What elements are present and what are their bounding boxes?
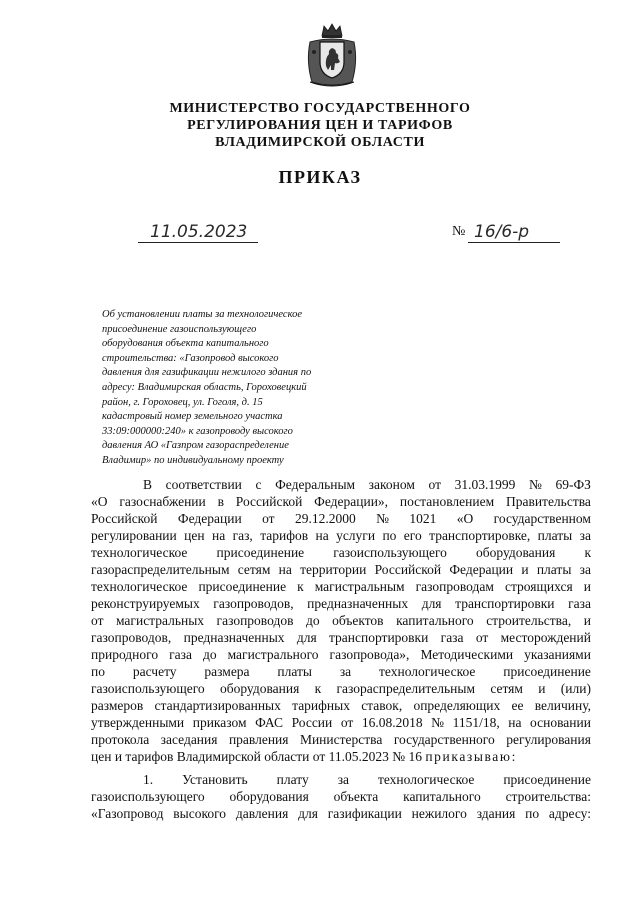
number-handwritten: 16/6-р [474,222,530,242]
word: за [337,772,350,787]
word: с [255,477,262,492]
word: величину, [534,698,591,713]
word: расчету [132,664,177,679]
word: технологическое [91,545,188,560]
word: Российской [235,494,303,509]
word: сетям [490,681,523,696]
body-line [91,714,591,731]
word: Министерства [299,732,383,747]
body-line [91,595,591,612]
body-line [91,646,591,663]
word: № [528,477,542,492]
word: газоиспользующего [91,789,205,804]
word: размеров [91,698,144,713]
word: газа [440,630,464,645]
subject-line: давления АО «Газпром газораспределение [102,440,289,452]
word: природного [91,647,159,662]
body-text: : [511,749,516,764]
word: платы [536,562,572,577]
word: указаниями [524,647,591,662]
body-line [91,510,591,527]
word: от [475,630,489,645]
word: по [382,528,397,543]
word: строящихся [504,579,573,594]
word: на [211,528,226,543]
date-underline [138,242,258,243]
word: соответствии [165,477,242,492]
word: «О [91,494,108,509]
body-line [91,663,591,680]
word: для [298,806,318,821]
ministry-line: РЕГУЛИРОВАНИЯ ЦЕН И ТАРИФОВ [187,118,453,133]
word: заседания [160,732,218,747]
word: 69-ФЗ [555,477,591,492]
word: законом [368,477,415,492]
word: оборудования [229,789,309,804]
word: присоединение [503,772,591,787]
word: и [538,681,546,696]
number-underline [468,242,560,243]
word: Федеральным [275,477,356,492]
body-line [91,578,591,595]
word: технологическое [91,579,188,594]
word: Российской [374,562,442,577]
word: утвержденными [91,715,185,730]
subject-line: 33:09:000000:240» к газопроводу высокого [102,425,293,437]
decision-keyword: приказываю [425,749,512,764]
word: 1. [143,772,154,787]
word: газа [568,596,591,611]
word: адресу: [548,806,591,821]
body-line [91,731,591,748]
word: до [305,613,320,628]
word: газопроводов [216,613,294,628]
word: к [297,579,304,594]
body-line [91,527,591,544]
word: газа [169,647,192,662]
ministry-line: МИНИСТЕРСТВО ГОСУДАРСТВЕННОГО [169,101,471,116]
word: оборудования [219,681,300,696]
word: цен [184,528,205,543]
subject-line: Владимир» по индивидуальному проекту [102,454,284,466]
word: 29.12.2000 [294,511,356,526]
word: от [340,715,354,730]
word: объекта [333,789,379,804]
word: услуги [336,528,376,543]
word: магистральных [115,613,205,628]
document-number [472,222,552,244]
word: 16.08.2018 [361,715,423,730]
subject-line: адресу: Владимирская область, Гороховецкий [102,381,307,393]
word: 1021 [409,511,437,526]
subject-line: район, г. Гороховец, ул. Гоголя, д. 15 [102,396,263,408]
word: приказом [192,715,247,730]
body-line [91,612,591,629]
word: Федерации», [314,494,389,509]
body-line [91,476,591,493]
word: газопроводам [415,579,494,594]
word: на [315,528,329,543]
word: технологическое [379,664,476,679]
subject-block [102,308,352,469]
word: за [579,528,591,543]
word: его [403,528,422,543]
word: на [508,715,522,730]
word: 31.03.1999 [454,477,516,492]
word: (или) [560,681,591,696]
word: на [278,562,292,577]
word: Федерации [177,511,242,526]
word: капитального [403,789,481,804]
word: присоединение [216,545,305,560]
subject-line: кадастровый номер земельного участка [102,411,283,423]
word: в [217,494,224,509]
word: для [421,596,442,611]
word: газоснабжении [119,494,206,509]
word: за [579,562,591,577]
word: ставок, [361,698,403,713]
word: «Газопровод [91,806,164,821]
word: от [262,511,275,526]
word: Российской [91,511,158,526]
word: определяющих [413,698,501,713]
word: месторождений [500,630,591,645]
subject-line: давления для газификации нежилого здания по [102,367,312,379]
word: транспортировке, [429,528,531,543]
body-line [91,771,591,788]
coat-of-arms-icon [304,22,360,90]
word: газопроводов, [91,630,172,645]
word: объектов [332,613,384,628]
word: нежилого [411,806,467,821]
word: Методическими [420,647,514,662]
body-line [91,493,591,510]
date-handwritten: 11.05.2023 [150,222,248,242]
word: протокола [91,732,150,747]
word: к [584,545,591,560]
word: капитального [396,613,474,628]
word: газораспределительным [336,681,475,696]
word: газораспределительным [91,562,230,577]
item-1-paragraph [91,771,591,822]
preamble-paragraph [91,476,591,765]
word: размера [204,664,250,679]
word: строительства, [486,613,572,628]
body-line [91,788,591,805]
word: по [91,664,105,679]
word: технологическое [377,772,475,787]
word: России [291,715,333,730]
subject-line: Об установлении платы за технологическое [102,309,302,320]
word: предназначенных [307,596,409,611]
word: Федерации [449,562,514,577]
word: постановлением [399,494,495,509]
word: основании [530,715,591,730]
word: «О [456,511,474,526]
ministry-line: ВЛАДИМИРСКОЙ ОБЛАСТИ [215,135,425,150]
word: Правительства [505,494,591,509]
word: за [339,664,352,679]
word: для [296,630,317,645]
word: В [143,477,153,492]
word: плату [276,772,309,787]
word: транспортировки [328,630,429,645]
body-line [91,561,591,578]
word: предназначенных [183,630,285,645]
word: от [91,613,104,628]
body-line [91,805,591,822]
word: № [431,715,445,730]
word: стандартизированных [154,698,281,713]
document-type-title: ПРИКАЗ [278,167,362,187]
word: ее [511,698,524,713]
number-label: № [452,224,466,239]
word: газоиспользующего [91,681,205,696]
subject-line: строительства: «Газопровод высокого [102,352,279,364]
word: платы [277,664,312,679]
document-body [91,476,591,822]
word: Установить [182,772,248,787]
word: ФАС [255,715,284,730]
word: присоединение [198,579,287,594]
word: газопроводов, [213,596,294,611]
word: сетям [237,562,271,577]
body-text: цен и тарифов Владимирской области от 11.05.2023 № 16 [91,749,422,764]
word: магистрального [227,647,319,662]
body-line [91,748,591,765]
word: здания [476,806,516,821]
word: 1151/18, [452,715,500,730]
body-line [91,697,591,714]
document-date [148,222,258,244]
word: платы [537,528,573,543]
word: и [583,613,591,628]
word: магистральным [314,579,405,594]
word: по [525,806,540,821]
word: государственного [393,732,495,747]
word: газификации [327,806,402,821]
word: строительства: [505,789,591,804]
word: правления [228,732,289,747]
body-line [91,680,591,697]
word: присоединение [503,664,591,679]
word: оборудования [476,545,556,560]
word: регулировании [91,528,177,543]
subject-line: присоединение газоиспользующего [102,323,257,335]
word: тарифов [260,528,309,543]
word: высокого [173,806,227,821]
word: газоиспользующего [333,545,447,560]
word: и [583,579,591,594]
word: реконструируемых [91,596,200,611]
word: до [202,647,217,662]
word: и [521,562,529,577]
word: территории [300,562,367,577]
word: от [428,477,441,492]
word: газ, [232,528,253,543]
body-line [91,629,591,646]
ministry-name [100,100,540,151]
word: к [314,681,322,696]
word: давления [235,806,289,821]
subject-line: оборудования объекта капитального [102,338,269,350]
body-line [91,544,591,561]
word: газопровода», [329,647,410,662]
word: транспортировки [455,596,555,611]
word: тарифных [292,698,350,713]
word: государственном [493,511,591,526]
word: № [376,511,389,526]
word: регулирования [506,732,591,747]
